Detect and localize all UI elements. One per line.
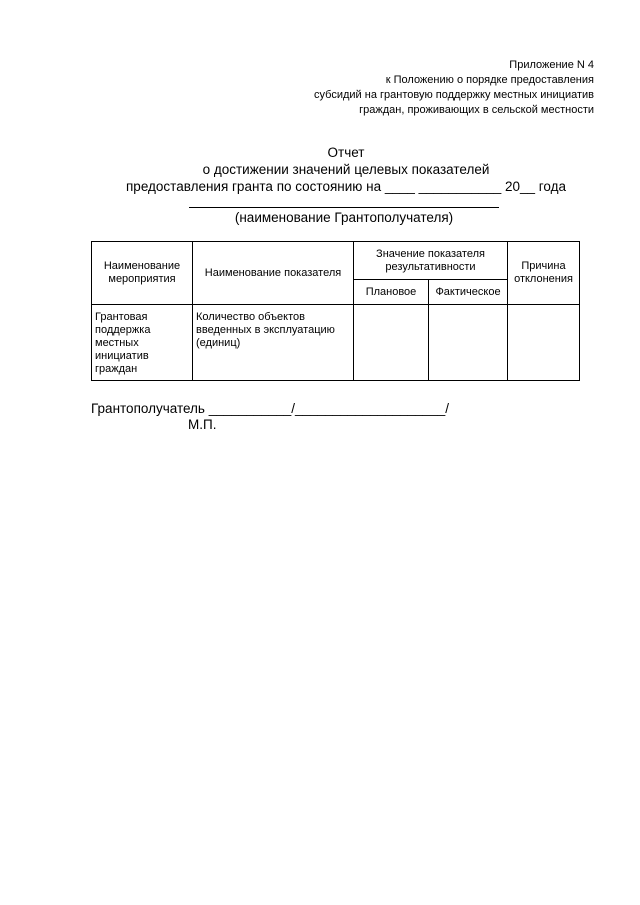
header-reason: Причина отклонения [508, 242, 580, 305]
header-actual: Фактическое [429, 280, 508, 305]
report-title [0, 144, 640, 195]
header-value-group: Значение показателя результативности [354, 242, 508, 280]
appendix-reference-line: граждан, проживающих в сельской местности [359, 104, 594, 116]
report-date-line: предоставления гранта по состоянию на ____ ___________ 20__ года [126, 179, 566, 194]
appendix-reference-line: субсидий на грантовую поддержку местных инициатив [314, 89, 594, 101]
signature-line[interactable]: Грантополучатель ___________/____________________/ [91, 401, 449, 416]
header-event: Наименование мероприятия [92, 242, 193, 305]
header-indicator: Наименование показателя [193, 242, 354, 305]
table-row [92, 305, 580, 381]
cell-actual[interactable] [429, 305, 508, 381]
cell-planned[interactable] [354, 305, 429, 381]
appendix-header [314, 58, 594, 118]
recipient-name-blank[interactable] [189, 207, 499, 208]
indicators-table [91, 241, 580, 381]
cell-reason[interactable] [508, 305, 580, 381]
header-planned: Плановое [354, 280, 429, 305]
recipient-caption: (наименование Грантополучателя) [234, 210, 454, 225]
cell-event: Грантовая поддержка местных инициатив граждан [92, 305, 193, 381]
appendix-reference-line: к Положению о порядке предоставления [385, 74, 594, 86]
report-title-heading: Отчет [327, 145, 365, 160]
signature-block [91, 401, 449, 433]
appendix-number: Приложение N 4 [509, 59, 594, 71]
cell-indicator: Количество объектов введенных в эксплуатацию (единиц) [193, 305, 354, 381]
stamp-label: М.П. [188, 417, 217, 432]
report-title-subheading: о достижении значений целевых показателей [202, 162, 490, 177]
